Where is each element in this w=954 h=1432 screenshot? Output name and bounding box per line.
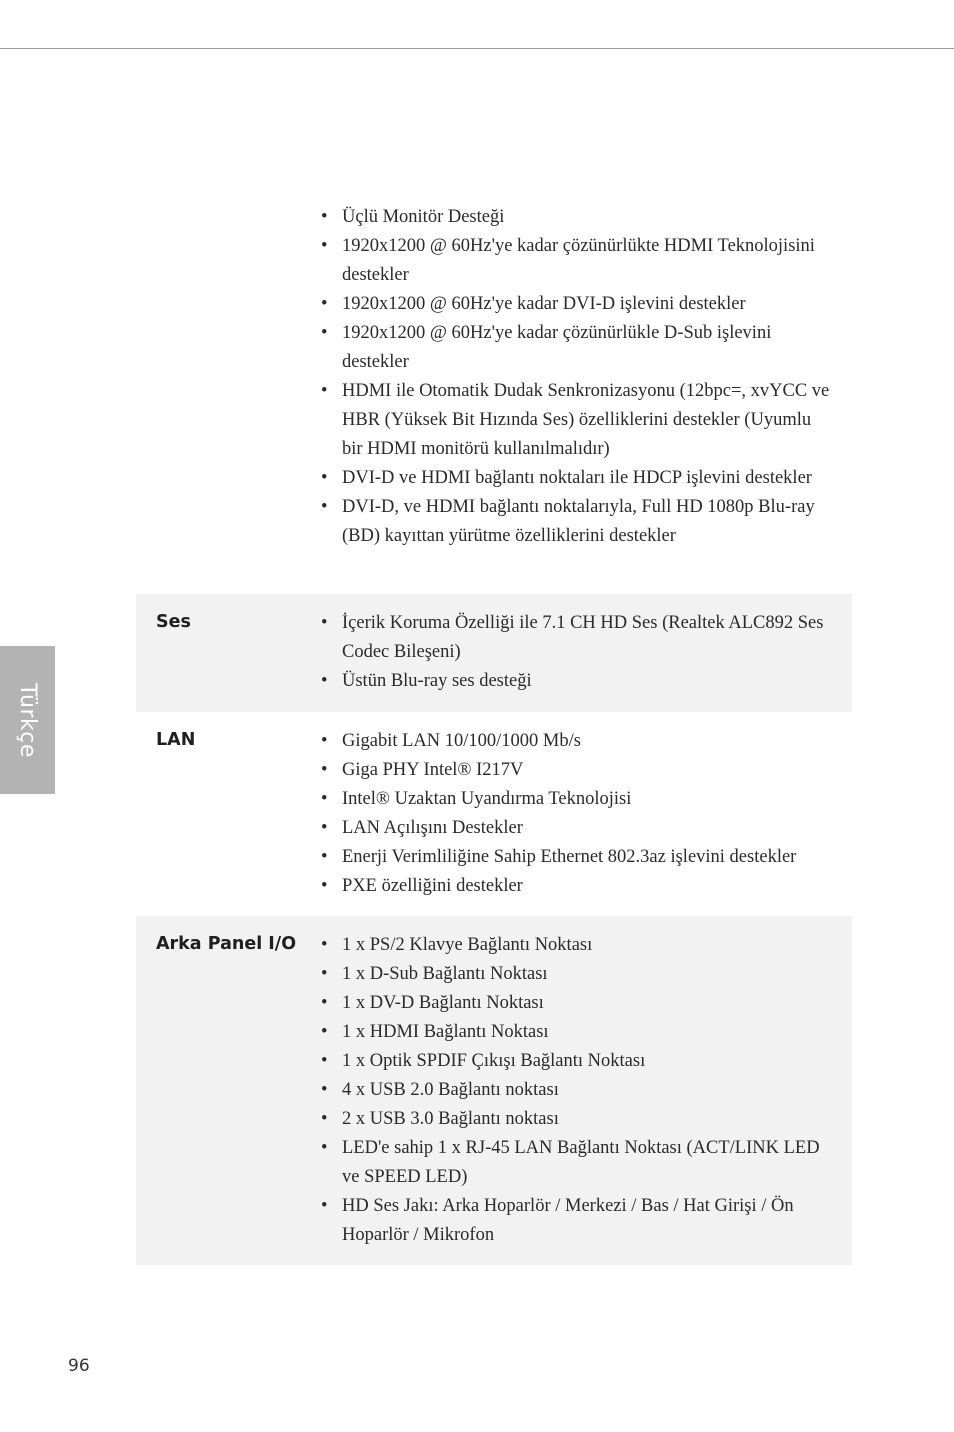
rear-panel-io-list: [321, 931, 832, 1250]
list-item: • 4 x USB 2.0 Bağlantı noktası: [342, 1076, 832, 1105]
bullet-icon: •: [321, 381, 328, 401]
list-item: • 1 x D-Sub Bağlantı Noktası: [342, 960, 832, 989]
bullet-icon: •: [321, 760, 328, 780]
list-item: • 1 x HDMI Bağlantı Noktası: [342, 1018, 832, 1047]
list-item: • LAN Açılışını Destekler: [342, 814, 832, 843]
list-item: • HD Ses Jakı: Arka Hoparlör / Merkezi / Bas / Hat Girişi / Ön Hoparlör / Mikrofon: [342, 1192, 832, 1250]
bullet-icon: •: [321, 731, 328, 751]
header-rule: [0, 48, 954, 49]
bullet-icon: •: [321, 1196, 328, 1216]
list-item: • 1920x1200 @ 60Hz'ye kadar çözünürlükle D-Sub işlevini destekler: [342, 319, 832, 377]
list-item: • Üçlü Monitör Desteği: [342, 203, 832, 232]
language-tab-label: Türkçe: [15, 682, 40, 758]
bullet-icon: •: [321, 789, 328, 809]
bullet-icon: •: [321, 1109, 328, 1129]
list-item: • 2 x USB 3.0 Bağlantı noktası: [342, 1105, 832, 1134]
bullet-icon: •: [321, 847, 328, 867]
bullet-icon: •: [321, 964, 328, 984]
bullet-icon: •: [321, 497, 328, 517]
spec-row-audio: [136, 594, 852, 712]
bullet-icon: •: [321, 468, 328, 488]
list-item: • PXE özelliğini destekler: [342, 872, 832, 901]
list-item: • 1 x DV-D Bağlantı Noktası: [342, 989, 832, 1018]
spec-row-rear-panel-io: [136, 916, 852, 1265]
list-item: • Üstün Blu-ray ses desteği: [342, 667, 832, 696]
bullet-icon: •: [321, 1051, 328, 1071]
list-item: • Intel® Uzaktan Uyandırma Teknolojisi: [342, 785, 832, 814]
bullet-icon: •: [321, 671, 328, 691]
bullet-icon: •: [321, 1080, 328, 1100]
audio-feature-list: [321, 609, 832, 696]
bullet-icon: •: [321, 613, 328, 633]
list-item: • DVI-D ve HDMI bağlantı noktaları ile HDCP işlevini destekler: [342, 464, 832, 493]
row-label-rear-panel-io: Arka Panel I/O: [156, 934, 297, 954]
bullet-icon: •: [321, 935, 328, 955]
spec-row-graphics: [136, 200, 852, 590]
list-item: • LED'e sahip 1 x RJ-45 LAN Bağlantı Noktası (ACT/LINK LED ve SPEED LED): [342, 1134, 832, 1192]
row-label-audio: Ses: [156, 612, 191, 632]
bullet-icon: •: [321, 876, 328, 896]
graphics-feature-list: [321, 203, 832, 551]
list-item: • Enerji Verimliliğine Sahip Ethernet 802.3az işlevini destekler: [342, 843, 832, 872]
bullet-icon: •: [321, 294, 328, 314]
bullet-icon: •: [321, 1138, 328, 1158]
list-item: • HDMI ile Otomatik Dudak Senkronizasyonu (12bpc=, xvYCC ve HBR (Yüksek Bit Hızında Ses) özelliklerini destekler (Uyumlu bir HDMI monitörü kullanılmalıdır): [342, 377, 832, 464]
list-item: • İçerik Koruma Özelliği ile 7.1 CH HD Ses (Realtek ALC892 Ses Codec Bileşeni): [342, 609, 832, 667]
bullet-icon: •: [321, 993, 328, 1013]
list-item: • 1 x Optik SPDIF Çıkışı Bağlantı Noktası: [342, 1047, 832, 1076]
lan-feature-list: [321, 727, 832, 901]
list-item: • DVI-D, ve HDMI bağlantı noktalarıyla, Full HD 1080p Blu-ray (BD) kayıttan yürütme özelliklerini destekler: [342, 493, 832, 551]
page-number: 96: [68, 1356, 90, 1376]
bullet-icon: •: [321, 323, 328, 343]
list-item: • Gigabit LAN 10/100/1000 Mb/s: [342, 727, 832, 756]
row-label-lan: LAN: [156, 730, 196, 750]
list-item: • 1920x1200 @ 60Hz'ye kadar çözünürlükte HDMI Teknolojisini destekler: [342, 232, 832, 290]
bullet-icon: •: [321, 207, 328, 227]
bullet-icon: •: [321, 818, 328, 838]
spec-row-lan: [136, 712, 852, 916]
list-item: • 1 x PS/2 Klavye Bağlantı Noktası: [342, 931, 832, 960]
language-side-tab: [0, 646, 55, 794]
bullet-icon: •: [321, 1022, 328, 1042]
list-item: • 1920x1200 @ 60Hz'ye kadar DVI-D işlevini destekler: [342, 290, 832, 319]
list-item: • Giga PHY Intel® I217V: [342, 756, 832, 785]
bullet-icon: •: [321, 236, 328, 256]
